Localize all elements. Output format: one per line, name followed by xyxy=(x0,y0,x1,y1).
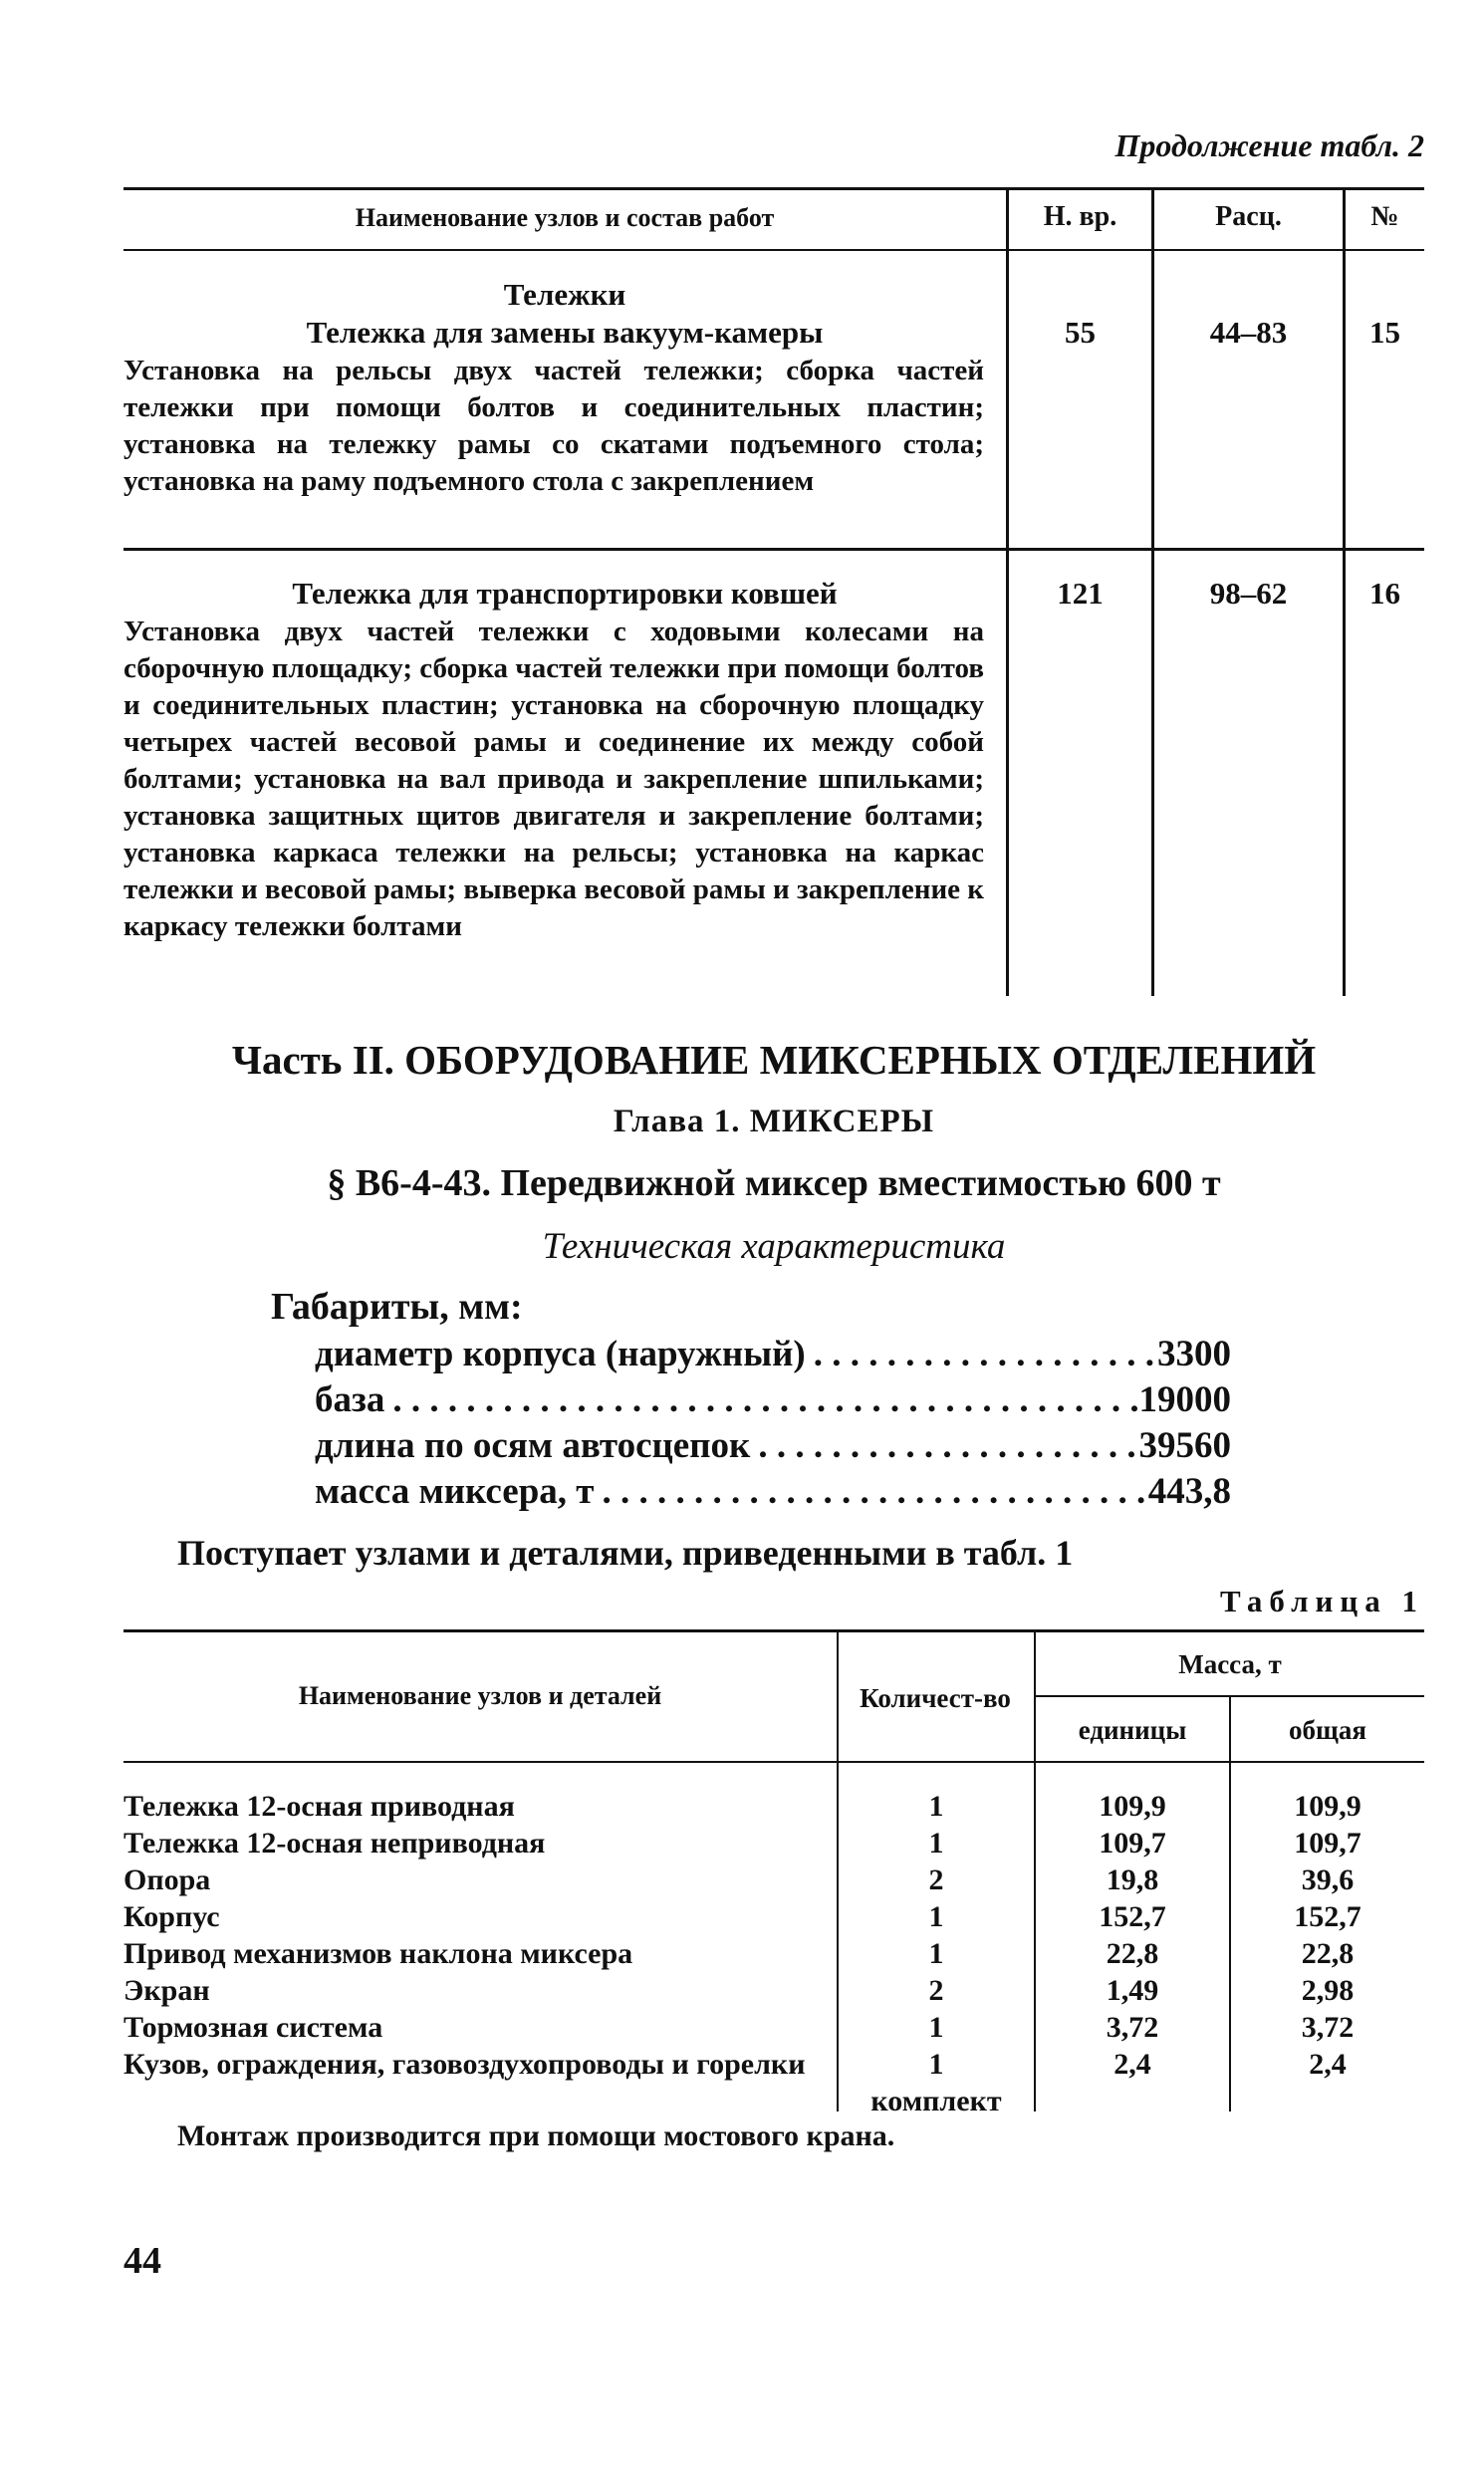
footer-note: Монтаж производится при помощи мостового крана. xyxy=(177,2119,895,2152)
table1-cell-name: Экран xyxy=(124,1974,210,2007)
table2-row-num: 16 xyxy=(1369,576,1400,611)
table2-row-norm: 55 xyxy=(1065,315,1096,350)
table2-header-rate: Расц. xyxy=(1215,201,1282,232)
table1-cell-qty: 2 xyxy=(928,1974,944,2007)
table1-cell-total: 109,7 xyxy=(1294,1827,1361,1860)
table1-cell-total: 2,98 xyxy=(1301,1974,1355,2007)
table1-cell-total: 3,72 xyxy=(1301,2011,1355,2044)
table2-header-norm: Н. вр. xyxy=(1043,201,1117,232)
page-number: 44 xyxy=(124,2240,161,2282)
spec-item-value: 19000 xyxy=(1138,1379,1231,1420)
table1-cell-total: 152,7 xyxy=(1294,1900,1361,1933)
table1-cell-unit: 152,7 xyxy=(1099,1900,1166,1933)
table1-header-mass: Масса, т xyxy=(1178,1649,1282,1679)
table2-row-title: Тележка для замены вакуум-камеры xyxy=(306,315,824,350)
table2-row-text: Установка на рельсы двух частей тележки; сборка частей тележки при помощи болтов и соединительных пластин; установка на тележку рамы со скатами подъемного стола; установка на раму подъемного стола с закреплением xyxy=(124,355,984,497)
table1-cell-total: 2,4 xyxy=(1309,2048,1347,2081)
table1-cell-qty: 1 комплект xyxy=(870,2048,1002,2117)
dot-leader xyxy=(384,1378,1138,1421)
table2-row-title: Тележка для транспортировки ковшей xyxy=(292,576,838,611)
spec-title: Техническая характеристика xyxy=(542,1226,1006,1267)
spec-item-label: база xyxy=(315,1379,385,1420)
spec-item xyxy=(315,1378,1231,1424)
table1-cell-total: 109,9 xyxy=(1294,1790,1361,1823)
table1-header-qty: Количест-во xyxy=(860,1683,1011,1713)
table1-cell-total: 22,8 xyxy=(1301,1937,1355,1970)
dot-leader xyxy=(806,1333,1157,1375)
table1-cell-unit: 3,72 xyxy=(1106,2011,1159,2044)
section-title: § В6-4-43. Передвижной миксер вместимостью 600 т xyxy=(327,1162,1221,1204)
table1-cell-total: 39,6 xyxy=(1301,1863,1355,1896)
dot-leader xyxy=(594,1470,1147,1513)
table2-row-rate: 44–83 xyxy=(1209,315,1288,350)
table1-cell-unit: 109,7 xyxy=(1099,1827,1166,1860)
spec-item xyxy=(315,1470,1231,1516)
spec-item-value: 3300 xyxy=(1157,1334,1231,1374)
spec-item-value: 39560 xyxy=(1138,1425,1231,1466)
spec-item-label: диаметр корпуса (наружный) xyxy=(315,1334,806,1374)
table1-cell-qty: 1 xyxy=(928,1937,944,1970)
table1-caption: Таблица 1 xyxy=(1220,1584,1424,1618)
table1-cell-name: Кузов, ограждения, газовоздухопроводы и горелки xyxy=(124,2048,806,2081)
table2-row-num: 15 xyxy=(1369,315,1400,350)
table2-row-rate: 98–62 xyxy=(1209,576,1288,611)
table1-cell-name: Тележка 12-осная неприводная xyxy=(124,1827,546,1860)
spec-item xyxy=(315,1333,1231,1378)
table1-cell-unit: 2,4 xyxy=(1113,2048,1151,2081)
spec-label: Габариты, мм: xyxy=(271,1286,523,1328)
table1-cell-unit: 22,8 xyxy=(1106,1937,1159,1970)
chapter-title: Глава 1. МИКСЕРЫ xyxy=(613,1104,935,1139)
table1-cell-qty: 1 xyxy=(928,1827,944,1860)
spec-item xyxy=(315,1424,1231,1470)
dot-leader xyxy=(750,1424,1138,1467)
table1-header-unit: единицы xyxy=(1078,1715,1187,1745)
table1-cell-unit: 109,9 xyxy=(1099,1790,1166,1823)
table2-header-name: Наименование узлов и состав работ xyxy=(355,203,775,232)
spec-item-label: масса миксера, т xyxy=(315,1471,595,1512)
table1-cell-unit: 1,49 xyxy=(1106,1974,1159,2007)
table1-cell-name: Тележка 12-осная приводная xyxy=(124,1790,515,1823)
table1-cell-qty: 1 xyxy=(928,2011,944,2044)
supply-text: Поступает узлами и деталями, приведенными в табл. 1 xyxy=(177,1533,1074,1573)
table1-cell-unit: 19,8 xyxy=(1106,1863,1159,1896)
table1-cell-qty: 1 xyxy=(928,1900,944,1933)
table1-header-total: общая xyxy=(1289,1715,1366,1745)
table2-row-norm: 121 xyxy=(1057,576,1104,611)
table2-row-text: Установка двух частей тележки с ходовыми колесами на сборочную площадку; сборка частей тележки при помощи болтов и соединительных пластин; установка на сборочную площадку четырех частей весовой рамы и соединение их между собой болтами; установка на вал привода и закрепление шпильками; установка защитных щитов двигателя и закрепление болтами; установка каркаса тележки на рельсы; установка на каркас тележки и весовой рамы; выверка весовой рамы и закрепление к каркасу тележки болтами xyxy=(124,616,984,942)
table1-cell-name: Опора xyxy=(124,1863,211,1896)
table2-header-num: № xyxy=(1370,201,1399,232)
spec-item-label: длина по осям автосцепок xyxy=(315,1425,751,1466)
table1-cell-qty: 1 xyxy=(928,1790,944,1823)
table1-cell-name: Корпус xyxy=(124,1900,220,1933)
table1-cell-name: Привод механизмов наклона миксера xyxy=(124,1937,633,1970)
table2-group-title: Тележки xyxy=(503,277,626,312)
part-title: Часть II. ОБОРУДОВАНИЕ МИКСЕРНЫХ ОТДЕЛЕНИЙ xyxy=(231,1037,1317,1083)
table1-header-name: Наименование узлов и деталей xyxy=(298,1681,662,1710)
spec-item-value: 443,8 xyxy=(1147,1471,1231,1512)
table-continuation-label: Продолжение табл. 2 xyxy=(1114,127,1424,163)
table1-cell-qty: 2 xyxy=(928,1863,944,1896)
table1-cell-name: Тормозная система xyxy=(124,2011,383,2044)
